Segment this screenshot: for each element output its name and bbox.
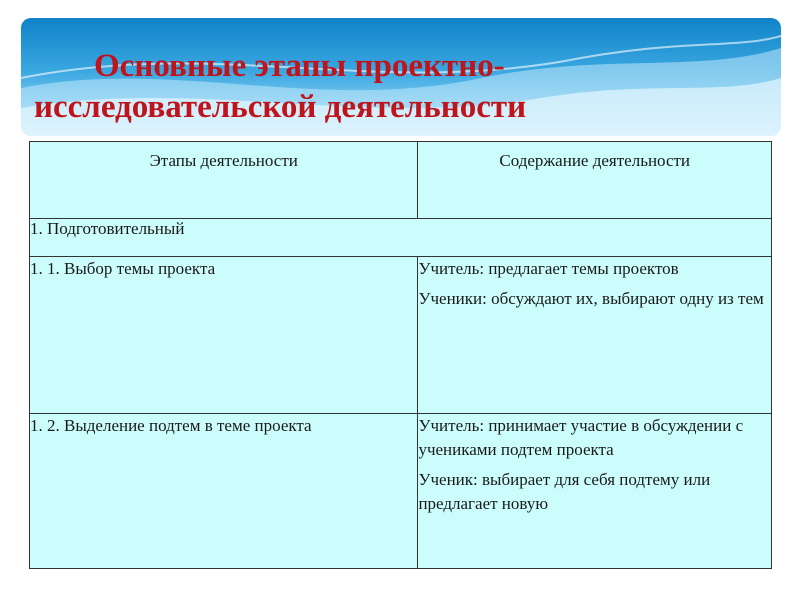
students-text: Ученики: обсуждают их, выбирают одну из тем [418, 289, 764, 308]
header-stages: Этапы деятельности [30, 142, 418, 219]
step-cell: 1. 2. Выделение подтем в теме проекта [30, 414, 418, 569]
page-title [34, 46, 526, 128]
table-row [30, 257, 772, 414]
stage-row [30, 219, 772, 257]
teacher-text: Учитель: предлагает темы проектов [418, 259, 679, 278]
stages-table [29, 141, 772, 569]
header-content: Содержание деятельности [418, 142, 772, 219]
content-cell [418, 414, 772, 569]
title-line-2: исследовательской деятельности [34, 89, 527, 125]
student-text: Ученик: выбирает для себя подтему или предлагает новую [418, 470, 711, 513]
stage-title: 1. Подготовительный [30, 219, 772, 257]
title-line-1: Основные этапы проектно- [94, 48, 505, 84]
content-cell [418, 257, 772, 414]
table-row [30, 414, 772, 569]
table-header-row [30, 142, 772, 219]
step-cell: 1. 1. Выбор темы проекта [30, 257, 418, 414]
teacher-text: Учитель: принимает участие в обсуждении с учениками подтем проекта [418, 416, 744, 459]
